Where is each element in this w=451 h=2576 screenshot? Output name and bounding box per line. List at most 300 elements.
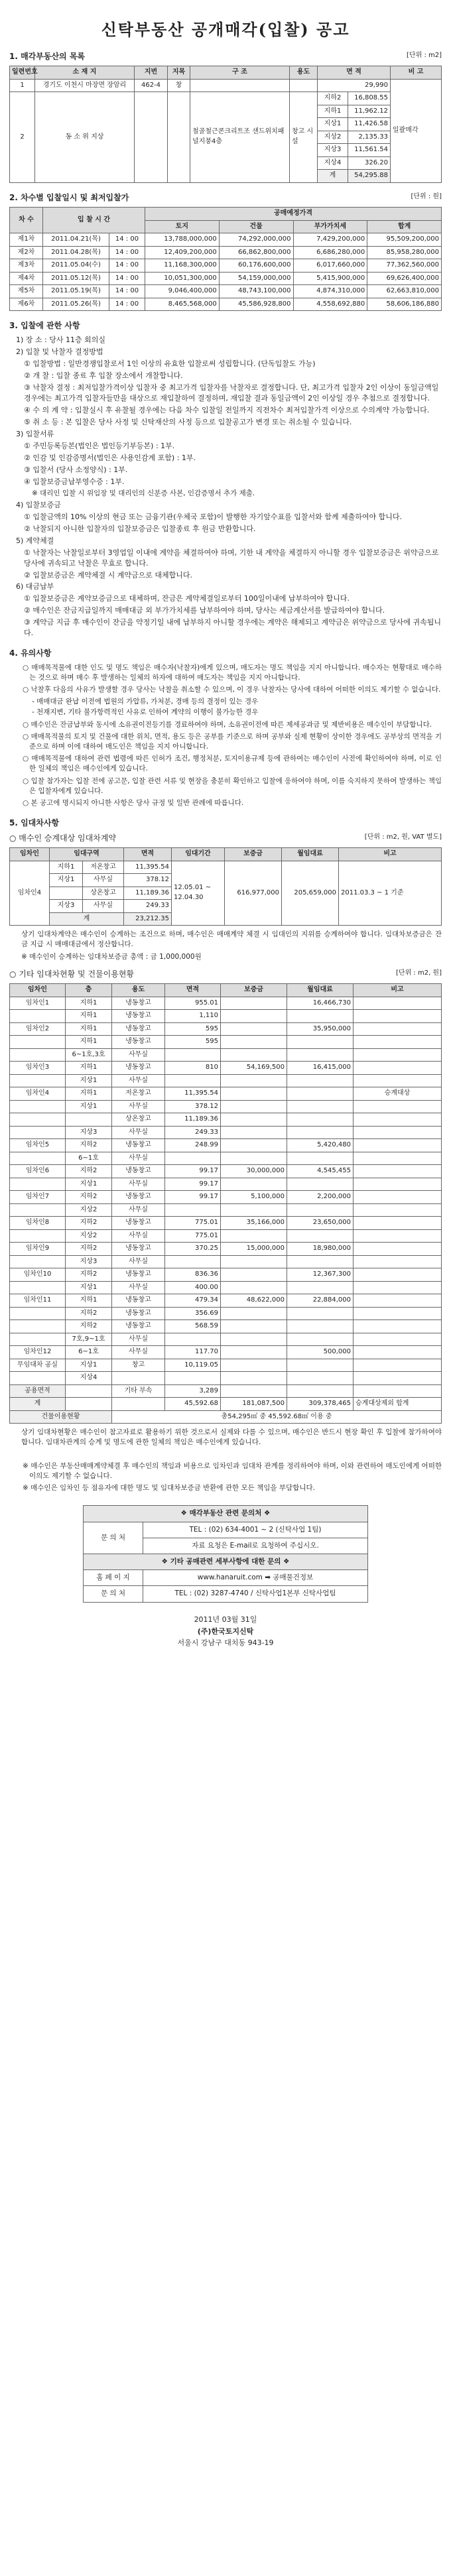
cell: 임차인8 [10,1217,66,1230]
cell [50,887,83,900]
cell [10,1074,66,1087]
cell [10,1126,66,1139]
cell: 48,743,100,000 [219,285,293,298]
table-row [10,1398,442,1411]
cell [221,1255,287,1268]
cell [290,79,318,92]
section-5-heading: 5. 임대차사항 [9,818,60,828]
table-row [10,1178,442,1191]
contact-phone: TEL : (02) 634-4001 ~ 2 (신탁사업 1팀) [143,1522,368,1538]
table-row [10,1152,442,1165]
contact-heading: ❖ 매각부동산 관련 문의처 ❖ [84,1506,368,1522]
cell: 16,466,730 [287,997,354,1010]
cell: 4,874,310,000 [293,285,367,298]
cell: 제5차 [10,285,43,298]
caution-item: ○ 입찰 참가자는 입찰 전에 공고문, 입찰 관련 서류 및 현장을 충분히 확인하고 입찰에 응하여야 하며, 이를 숙지하지 못하여 발생하는 책임은 입찰자에게 있습니다. [23,776,442,795]
col-lot: 지번 [135,66,168,80]
cell: 제3차 [10,259,43,273]
cell [135,92,168,183]
cell [354,1333,442,1346]
cell: 공용면적 [10,1384,66,1398]
cell [287,1320,354,1333]
cell: 595 [165,1022,221,1036]
lease-unit: [단위 : m2, 원, VAT 별도] [364,833,442,841]
cell: 지하1 [66,1036,112,1049]
footer-company: (주)한국토지신탁 [197,1626,254,1636]
cell [221,1268,287,1282]
cell [10,1229,66,1243]
col-structure: 구 조 [190,66,290,80]
table-row [10,1100,442,1113]
cell: 23,212.35 [124,912,172,926]
caution-item: - 천재지변, 기타 불가항력적인 사유로 인하여 계약의 이행이 불가능한 경우 [32,708,259,717]
cell [10,1010,66,1023]
lease-table [9,847,442,926]
col-monthly: 월임대료 [287,984,354,997]
cell: 경기도 이천시 마장면 장암리 [35,79,135,92]
col-monthly: 월임대료 [282,848,339,861]
col-land: 토지 [145,220,220,233]
cell: 955.01 [165,997,221,1010]
col-area: 면적 [124,848,172,861]
cell: 제4차 [10,272,43,285]
cell [287,1255,354,1268]
col-remark: 비고 [354,984,442,997]
cell: 사무실 [112,1126,165,1139]
caution-item: ○ 낙찰후 다음의 사유가 발생할 경우 당사는 낙찰을 취소할 수 있으며, 이 경우 낙찰자는 당사에 대하여 어떠한 이의도 제기할 수 없습니다. [23,685,441,694]
cell [287,1074,354,1087]
cell: 지하1 [66,1087,112,1101]
cell: 2011.05.04(수) [43,259,109,273]
table-row [10,1062,442,1075]
term-line: ⑤ 취 소 등 : 본 입찰은 당사 사정 및 신탁재산의 사정 등으로 입찰공고가 변경 또는 취소될 수 있습니다. [24,418,352,427]
cell [354,1307,442,1320]
cell: 임차인9 [10,1243,66,1256]
cell: 제6차 [10,298,43,311]
cell: 사무실 [112,1255,165,1268]
lease-sub-heading [9,833,442,844]
caution-item: ○ 매수인은 잔금납부와 동시에 소유권이전등기를 경료하여야 하며, 소유권이전에 따른 제세공과금 및 제반비용은 매수인이 부담합니다. [23,720,432,729]
cell [10,1281,66,1294]
section-1-title: 1. 매각부동산의 목록 [9,51,86,61]
usage-note: ※ 매수인은 임차인 등 점유자에 대한 명도 및 임대차보증금 반환에 관한 모든 책임을 부담합니다. [23,1484,315,1493]
cell: 계 [50,912,124,926]
table-row [10,92,442,105]
cell: 저온창고 [83,861,124,874]
cell [221,1346,287,1359]
cell: 7호,9~1호 [66,1333,112,1346]
cell [287,1281,354,1294]
cell: 계 [10,1398,66,1411]
cell: 58,606,186,880 [367,298,442,311]
cell: 14 : 00 [109,285,145,298]
cell: 309,378,465 [287,1398,354,1411]
cell: 62,663,810,000 [367,285,442,298]
cell: 16,808.55 [348,92,391,105]
term-line: ※ 대리인 입찰 시 위임장 및 대리인의 신분증 사본, 인감증명서 추가 제출. [32,489,255,497]
cell [354,1010,442,1023]
cell: 4,558,692,880 [293,298,367,311]
term-line: ② 입찰보증금은 계약체결 시 계약금으로 대체합니다. [24,570,192,580]
usage-unit: [단위 : m2, 원] [396,969,442,977]
cell: 임차인11 [10,1294,66,1308]
cell: 54,169,500 [221,1062,287,1075]
table-row [10,1191,442,1204]
cell [354,1152,442,1165]
cell [221,1281,287,1294]
cell: 60,176,600,000 [219,259,293,273]
usage-note: ※ 매수인은 부동산매매계약체결 후 매수인의 책임과 비용으로 임차인과 임대차 관계를 정리하여야 하며, 이와 관련하여 매도인에게 어떠한 이의도 제기할 수 없습니다. [23,1461,442,1480]
lease-sub-title: ○ 매수인 승계대상 임대차계약 [9,833,117,843]
term-line: ① 입찰방법 : 일반경쟁입찰로서 1인 이상의 유효한 입찰로써 성립합니다. (단독입찰도 가능) [24,359,316,369]
cell: 냉동창고 [112,1022,165,1036]
table-row [10,1268,442,1282]
cell: 임차인5 [10,1139,66,1152]
table-row [10,1384,442,1398]
cell [10,1178,66,1191]
cell: 5,420,480 [287,1139,354,1152]
cell: 지상3 [66,1126,112,1139]
cell: 임차인3 [10,1062,66,1075]
cell: 248.99 [165,1139,221,1152]
cell: 5,415,900,000 [293,272,367,285]
section-2-unit: [단위 : 원] [411,192,442,200]
cell [10,1203,66,1217]
cell: 임차인7 [10,1191,66,1204]
section-2-title: 2. 차수별 입찰일시 및 최저입찰가 [9,192,129,202]
cell [10,1152,66,1165]
cell: 지상1 [66,1074,112,1087]
cell [287,1359,354,1372]
cell: 무임대차 공실 [10,1359,66,1372]
table-row [10,272,442,285]
cell: 775.01 [165,1217,221,1230]
col-zone: 임대구역 [50,848,124,861]
cell: 임차인4 [10,861,50,926]
term-line: ④ 입찰보증금납부영수증 : 1부. [24,477,125,486]
cell: 냉동창고 [112,1036,165,1049]
cell [354,1243,442,1256]
cell [221,1384,287,1398]
cell: 지상3 [318,144,348,157]
contact-box [83,1505,368,1602]
col-jimok: 지목 [168,66,190,80]
cell [10,1307,66,1320]
cell [10,1036,66,1049]
section-1-unit: [단위 : m2] [407,51,442,59]
cell [287,1333,354,1346]
cell [354,1320,442,1333]
footer-date: 2011년 03월 31일 [194,1615,257,1624]
term-line: ④ 수 의 계 약 : 입찰실시 후 유찰될 경우에는 다음 차수 입찰일 전일까지 직전차수 최저입찰가격 이상으로 수의계약 가능합니다. [24,406,430,415]
page-title: 신탁부동산 공개매각(입찰) 공고 [101,20,350,39]
cell: 지하2 [66,1320,112,1333]
table-row [10,1087,442,1101]
contact-label-2: 문 의 처 [84,1586,143,1602]
cell: 12,409,200,000 [145,246,220,259]
cell: 14 : 00 [109,298,145,311]
term-line: 4) 입찰보증금 [16,500,61,509]
cell [221,1152,287,1165]
homepage-label: 홈 페 이 지 [84,1570,143,1586]
section-1-heading [9,51,442,62]
term-line: 1) 장 소 : 당사 11층 회의실 [16,336,105,345]
cell [354,1165,442,1178]
table-row [10,1048,442,1062]
table-row [10,1126,442,1139]
cell [221,1307,287,1320]
cell: 냉동창고 [112,1307,165,1320]
cell [165,1203,221,1217]
term-line: ② 낙찰되지 아니한 입찰자의 입찰보증금은 입찰종료 후 원금 반환합니다. [24,524,256,533]
cell [354,1203,442,1217]
cell [287,1087,354,1101]
cell: 지상1 [66,1359,112,1372]
cell: 창 [168,79,190,92]
cell: 임차인4 [10,1087,66,1101]
cell: 지하2 [66,1191,112,1204]
cell: 지하2 [66,1217,112,1230]
col-price: 공매예정가격 [145,208,442,221]
cell: 창고 시설 [290,92,318,183]
cell [287,1010,354,1023]
cell: 건물이용현황 [10,1410,112,1424]
cell: 400.00 [165,1281,221,1294]
cell [190,79,290,92]
section-4-heading: 4. 유의사항 [9,648,52,658]
cell: 제2차 [10,246,43,259]
cell: 18,980,000 [287,1243,354,1256]
cell: 지상3 [66,1255,112,1268]
table-row [10,1359,442,1372]
cell: 45,586,928,800 [219,298,293,311]
cell [10,1048,66,1062]
cell: 창고 [112,1359,165,1372]
cell: 계 [318,170,348,183]
cell: 2011.05.19(목) [43,285,109,298]
col-building: 건물 [219,220,293,233]
term-line: ② 인감 및 인감증명서(법인은 사용인감계 포함) : 1부. [24,453,196,462]
cell: 4,545,455 [287,1165,354,1178]
table-row [10,1281,442,1294]
cell [221,1333,287,1346]
cell: 지상2 [66,1203,112,1217]
cell [10,1372,66,1385]
cell [354,1384,442,1398]
cell: 48,622,000 [221,1294,287,1308]
cell: 지하2 [318,92,348,105]
table-row [10,997,442,1010]
col-deposit: 보증금 [221,984,287,997]
cell: 사무실 [112,1152,165,1165]
col-total: 합계 [367,220,442,233]
cell: 6~1호 [66,1152,112,1165]
lease-description: 상기 임대차계약은 매수인이 승계하는 조건으로 하며, 매수인은 매매계약 체결 시 임대인의 지위를 승계하여야 합니다. 임대차보증금은 잔금 지급 시 매매대금에서 정산합니다. [21,930,442,949]
cell [354,1229,442,1243]
cell: 249.33 [124,900,172,913]
cell: 5,100,000 [221,1191,287,1204]
term-line: ③ 입찰서 (당사 소정양식) : 1부. [24,465,128,474]
cell: 2011.05.12(목) [43,272,109,285]
table-row [10,1243,442,1256]
cell: 지상3 [50,900,83,913]
cell: 11,395.54 [165,1087,221,1101]
cell [221,1178,287,1191]
cell: 임차인1 [10,997,66,1010]
cell: 249.33 [165,1126,221,1139]
footer [9,1615,442,1649]
table-row [10,1372,442,1385]
cell: 22,884,000 [287,1294,354,1308]
cell: 378.12 [124,874,172,887]
cell: 14 : 00 [109,272,145,285]
col-no: 일련번호 [10,66,35,80]
table-row [10,79,442,92]
property-list-table [9,66,442,183]
table-row [10,1410,442,1424]
table-row [10,1307,442,1320]
table-row [10,1165,442,1178]
cell: 77,362,560,000 [367,259,442,273]
cell [287,1229,354,1243]
cell [354,1217,442,1230]
cell: 2,200,000 [287,1191,354,1204]
cell [10,1333,66,1346]
cell [165,1372,221,1385]
cell [354,1255,442,1268]
cell: 810 [165,1062,221,1075]
cell: 11,189.36 [165,1113,221,1127]
cell: 8,465,568,000 [145,298,220,311]
cell: 205,659,000 [282,861,339,926]
bid-schedule-table [9,207,442,311]
cell: 66,862,800,000 [219,246,293,259]
cell: 지상4 [66,1372,112,1385]
usage-sub-title: ○ 기타 임대차현황 및 건물이용현황 [9,969,135,979]
cell [221,1074,287,1087]
cell [287,1372,354,1385]
cell: 상온창고 [83,887,124,900]
cell [66,1113,112,1127]
cell: 2011.05.26(목) [43,298,109,311]
cell: 69,626,400,000 [367,272,442,285]
cell: 일괄매각 [391,79,442,182]
table-row [10,1229,442,1243]
term-line: ① 낙찰자는 낙찰일로부터 3영업일 이내에 계약을 체결하여야 하며, 기한 내 계약을 체결하지 아니할 경우 입찰보증금은 위약금으로 당사에 귀속되고 낙찰은 무효로 합니다. [24,548,439,568]
cell: 2011.04.21(목) [43,233,109,247]
cell: 12,367,300 [287,1268,354,1282]
cell: 사무실 [112,1229,165,1243]
cell: 9,046,400,000 [145,285,220,298]
cell [10,1320,66,1333]
cell: 지하2 [66,1268,112,1282]
cell [287,1126,354,1139]
usage-sub-heading [9,969,442,980]
cell: 6~1호,3호 [66,1048,112,1062]
cell: 저온창고 [112,1087,165,1101]
cell: 지상2 [318,131,348,144]
cell: 23,650,000 [287,1217,354,1230]
cell [354,1126,442,1139]
cell: 13,788,000,000 [145,233,220,247]
cell [10,1113,66,1127]
cell: 사무실 [112,1333,165,1346]
cell: 11,426.58 [348,118,391,131]
cell [354,1139,442,1152]
cell: 378.12 [165,1100,221,1113]
cell: 지상1 [50,874,83,887]
cell [354,1281,442,1294]
term-line: 5) 계약체결 [16,536,54,545]
cell: 철골철근콘크리트조 샌드위치패널지붕4층 [190,92,290,183]
cell: 사무실 [83,874,124,887]
cell: 11,168,300,000 [145,259,220,273]
cell [354,1359,442,1372]
table-row [10,1036,442,1049]
col-address: 소 재 지 [35,66,135,80]
cell [354,1294,442,1308]
cell [221,1320,287,1333]
table-row [10,1255,442,1268]
caution-list [9,663,442,809]
cell [287,1307,354,1320]
cell: 7,429,200,000 [293,233,367,247]
cell: 지하1 [318,105,348,118]
cell: 10,051,300,000 [145,272,220,285]
cell: 냉동창고 [112,1010,165,1023]
cell: 11,189.36 [124,887,172,900]
homepage-link[interactable]: www.hanaruit.com ➡ 공매물건정보 [143,1570,368,1586]
cell: 14 : 00 [109,233,145,247]
cell [221,1087,287,1101]
col-tenant: 임차인 [10,848,50,861]
cell: 99.17 [165,1191,221,1204]
cell: 836.36 [165,1268,221,1282]
cell [10,1100,66,1113]
cell [287,1178,354,1191]
cell: 지상1 [66,1178,112,1191]
cell: 45,592.68 [165,1398,221,1411]
cell: 지하2 [66,1243,112,1256]
cell [221,1372,287,1385]
table-row [10,1217,442,1230]
cell: 29,990 [318,79,391,92]
term-line: ② 매수인은 잔금지급일까지 매매대금 외 부가가치세를 납부하여야 하며, 당사는 세금계산서를 발급하여야 합니다. [24,606,385,615]
col-remark: 비 고 [391,66,442,80]
cell: 냉동창고 [112,1191,165,1204]
col-round: 차 수 [10,208,43,233]
cell [221,1359,287,1372]
cell [354,1022,442,1036]
cell [354,1346,442,1359]
cell: 지상1 [66,1100,112,1113]
cell [354,1268,442,1282]
cell [221,1048,287,1062]
cell: 54,295.88 [348,170,391,183]
cell [221,1036,287,1049]
cell: 냉동창고 [112,1268,165,1282]
cell: 16,415,000 [287,1062,354,1075]
cell [168,92,190,183]
table-row [10,298,442,311]
cell: 12.05.01 ~ 12.04.30 [172,861,225,926]
cell: 지하2 [66,1165,112,1178]
term-line: ② 개 찰 : 입찰 종료 후 입찰 장소에서 개찰합니다. [24,371,183,381]
cell: 11,561.54 [348,144,391,157]
cell: 냉동창고 [112,1062,165,1075]
section-3-heading: 3. 입찰에 관한 사항 [9,321,80,331]
cell: 35,950,000 [287,1022,354,1036]
